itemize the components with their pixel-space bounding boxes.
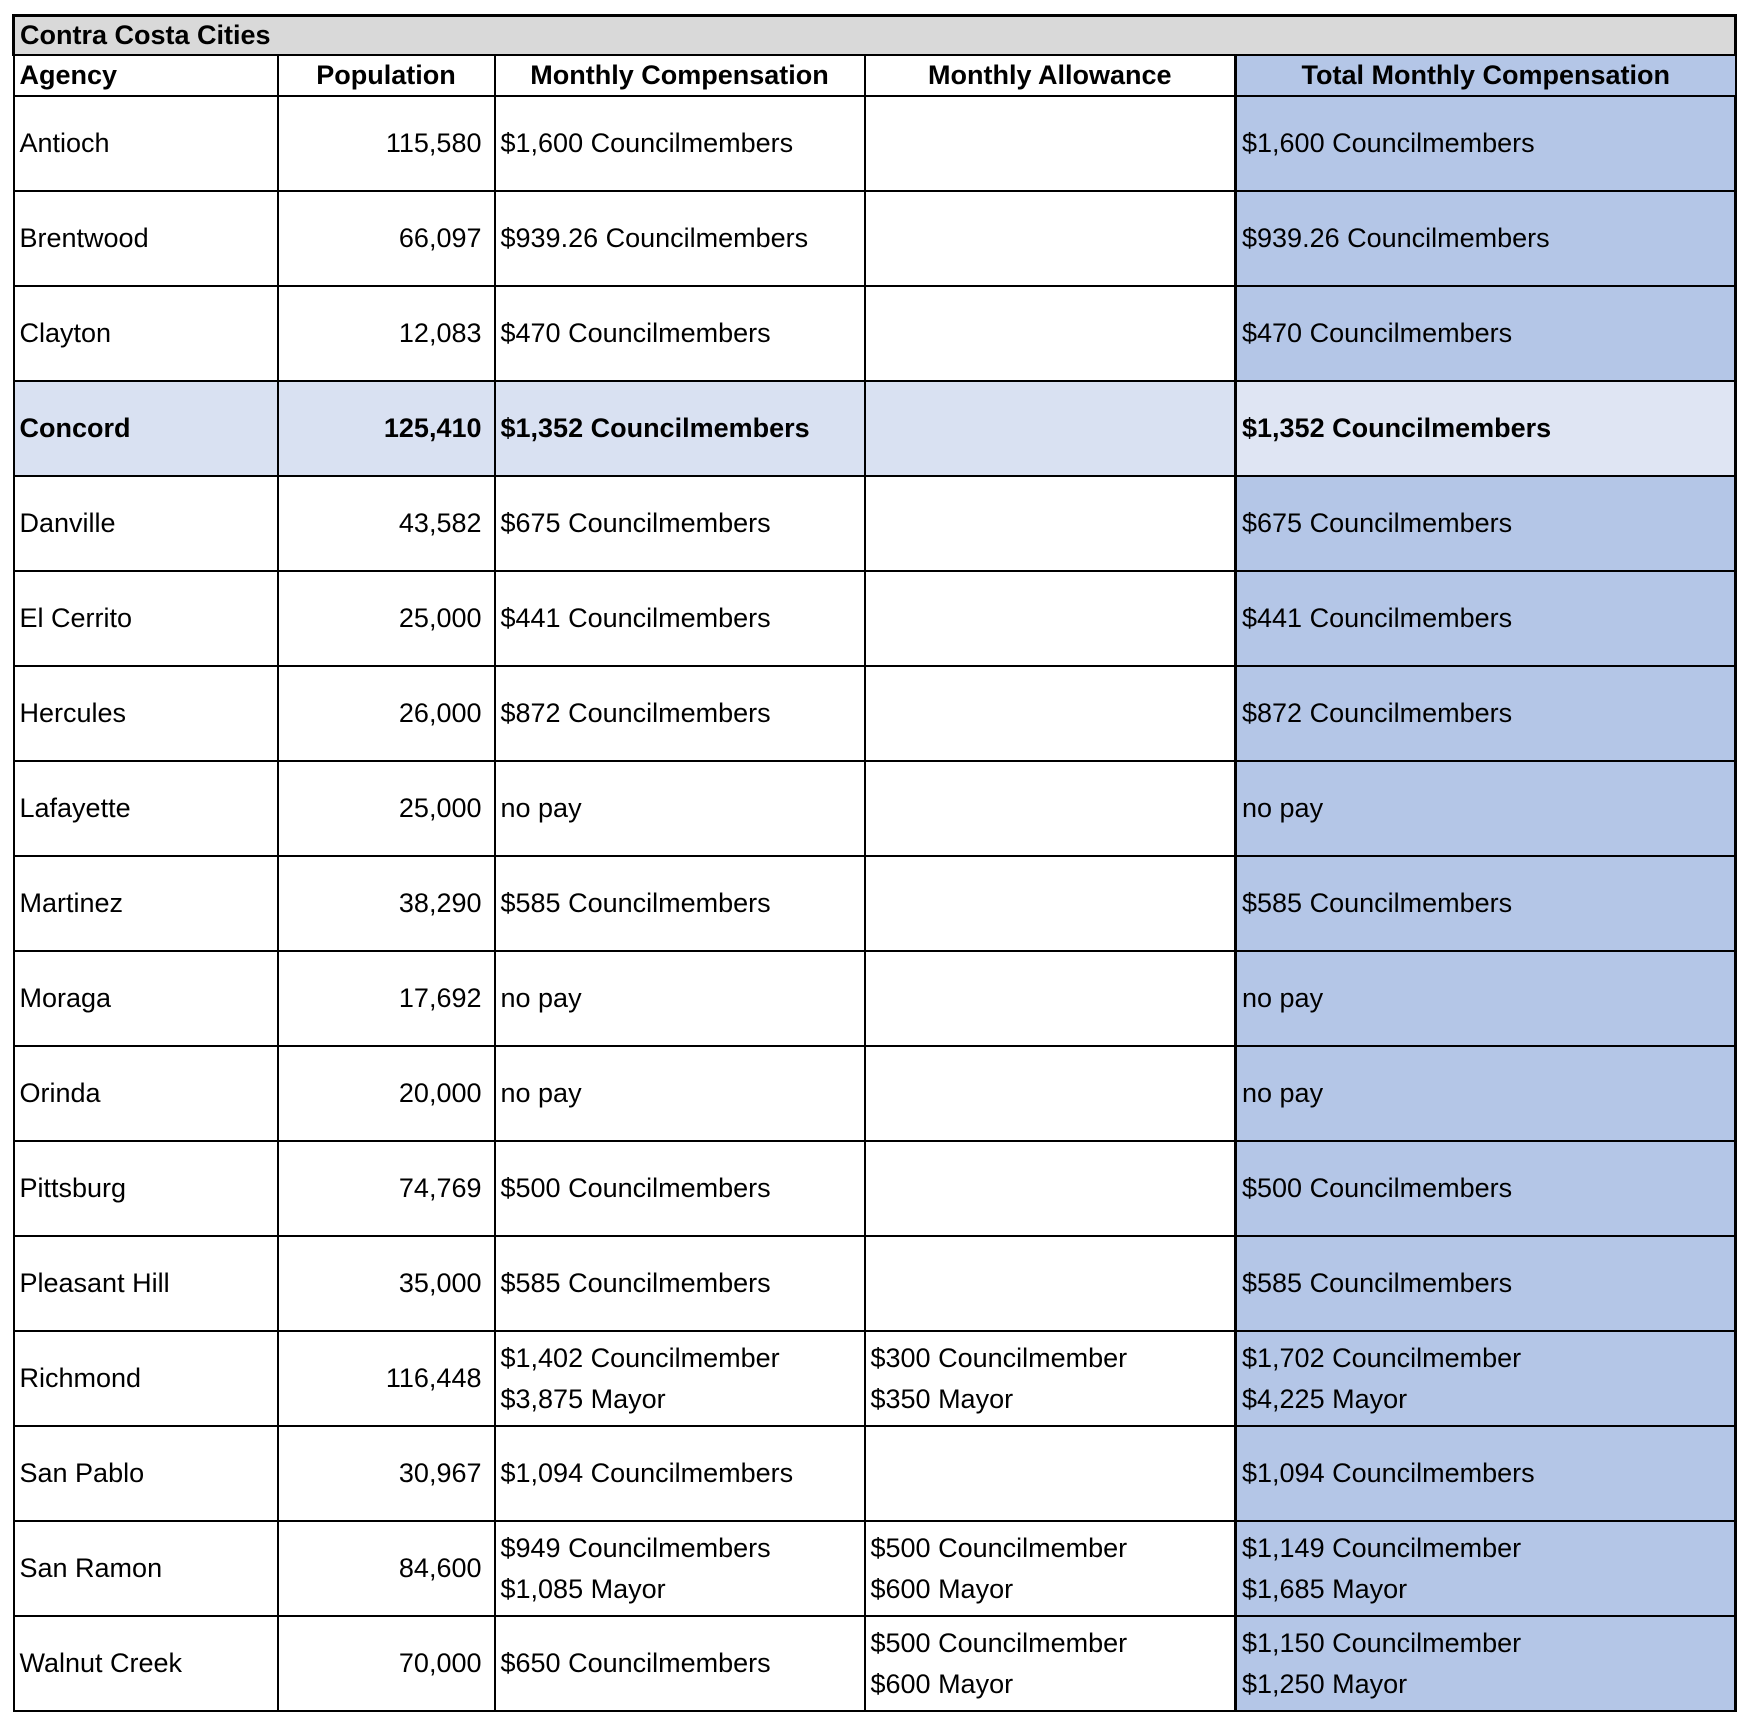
monthly-compensation-cell-line: $1,600 Councilmembers [500, 128, 794, 158]
total-monthly-compensation-cell-line: $1,150 Councilmember [1242, 1627, 1522, 1658]
table-row [14, 856, 1736, 951]
monthly-allowance-cell [865, 476, 1236, 571]
table-row [14, 381, 1736, 476]
column-header-agency: Agency [14, 55, 278, 96]
population-cell: 115,580 [278, 96, 495, 191]
population-cell: 66,097 [278, 191, 495, 286]
monthly-allowance-cell [865, 761, 1236, 856]
monthly-compensation-cell [495, 951, 865, 1046]
agency-cell: Brentwood [14, 191, 278, 286]
table-row [14, 1046, 1736, 1141]
monthly-compensation-cell-line: $939.26 Councilmembers [500, 223, 809, 253]
agency-cell: Martinez [14, 856, 278, 951]
agency-cell: Clayton [14, 286, 278, 381]
monthly-allowance-cell [865, 1141, 1236, 1236]
total-monthly-compensation-cell-line: $1,149 Councilmember [1242, 1532, 1522, 1563]
total-monthly-compensation-cell [1236, 286, 1736, 381]
population-cell: 12,083 [278, 286, 495, 381]
monthly-allowance-cell-line: $600 Mayor [870, 1668, 1014, 1699]
compensation-table [12, 14, 1737, 1712]
table-row [14, 571, 1736, 666]
monthly-compensation-cell [495, 571, 865, 666]
total-monthly-compensation-cell-line: $441 Councilmembers [1242, 603, 1513, 633]
total-monthly-compensation-cell-line: $1,600 Councilmembers [1242, 128, 1535, 158]
population-cell: 70,000 [278, 1616, 495, 1711]
total-monthly-compensation-cell-line: $939.26 Councilmembers [1242, 223, 1550, 253]
population-cell: 125,410 [278, 381, 495, 476]
monthly-compensation-cell [495, 1521, 865, 1616]
population-cell: 25,000 [278, 761, 495, 856]
monthly-allowance-cell-line: $350 Mayor [870, 1383, 1014, 1414]
monthly-allowance-cell [865, 286, 1236, 381]
monthly-allowance-cell [865, 1426, 1236, 1521]
monthly-allowance-cell-line: $500 Councilmember [870, 1532, 1128, 1563]
title-row [14, 16, 1736, 56]
monthly-compensation-cell-line: $585 Councilmembers [500, 888, 771, 918]
monthly-compensation-cell [495, 1046, 865, 1141]
table-row [14, 1141, 1736, 1236]
monthly-allowance-cell [865, 1616, 1236, 1711]
agency-cell: Concord [14, 381, 278, 476]
monthly-compensation-cell [495, 1426, 865, 1521]
monthly-compensation-cell-line: $470 Councilmembers [500, 318, 771, 348]
total-monthly-compensation-cell [1236, 1141, 1736, 1236]
monthly-compensation-cell-line: $1,085 Mayor [500, 1573, 666, 1604]
total-monthly-compensation-cell [1236, 191, 1736, 286]
monthly-compensation-cell [495, 381, 865, 476]
total-monthly-compensation-cell [1236, 571, 1736, 666]
total-monthly-compensation-cell-line: $585 Councilmembers [1242, 1268, 1513, 1298]
population-cell: 26,000 [278, 666, 495, 761]
agency-cell: Orinda [14, 1046, 278, 1141]
monthly-allowance-cell [865, 381, 1236, 476]
table-row [14, 1426, 1736, 1521]
population-cell: 84,600 [278, 1521, 495, 1616]
total-monthly-compensation-cell [1236, 856, 1736, 951]
monthly-compensation-cell [495, 856, 865, 951]
table-row [14, 1616, 1736, 1711]
monthly-allowance-cell [865, 951, 1236, 1046]
column-header-total-monthly-compensation: Total Monthly Compensation [1236, 55, 1736, 96]
total-monthly-compensation-cell-line: no pay [1242, 1078, 1324, 1108]
total-monthly-compensation-cell [1236, 666, 1736, 761]
monthly-compensation-cell [495, 191, 865, 286]
monthly-compensation-cell [495, 1236, 865, 1331]
monthly-allowance-cell [865, 1046, 1236, 1141]
monthly-compensation-cell-line: $441 Councilmembers [500, 603, 771, 633]
agency-cell: Hercules [14, 666, 278, 761]
monthly-compensation-cell [495, 666, 865, 761]
agency-cell: El Cerrito [14, 571, 278, 666]
monthly-compensation-cell [495, 476, 865, 571]
monthly-compensation-cell-line: no pay [500, 793, 582, 823]
total-monthly-compensation-cell-line: $1,685 Mayor [1242, 1573, 1408, 1604]
total-monthly-compensation-cell-line: $1,702 Councilmember [1242, 1342, 1522, 1373]
total-monthly-compensation-cell-line: $1,094 Councilmembers [1242, 1458, 1535, 1488]
table-row [14, 476, 1736, 571]
total-monthly-compensation-cell-line: $500 Councilmembers [1242, 1173, 1513, 1203]
monthly-allowance-cell [865, 191, 1236, 286]
monthly-allowance-cell-line: $300 Councilmember [870, 1342, 1128, 1373]
population-cell: 74,769 [278, 1141, 495, 1236]
monthly-compensation-cell [495, 96, 865, 191]
total-monthly-compensation-cell [1236, 1331, 1736, 1426]
population-cell: 20,000 [278, 1046, 495, 1141]
monthly-compensation-cell [495, 1331, 865, 1426]
agency-cell: Antioch [14, 96, 278, 191]
monthly-compensation-cell-line: $872 Councilmembers [500, 698, 771, 728]
population-cell: 43,582 [278, 476, 495, 571]
monthly-compensation-cell-line: $949 Councilmembers [500, 1532, 771, 1563]
agency-cell: Richmond [14, 1331, 278, 1426]
agency-cell: Pleasant Hill [14, 1236, 278, 1331]
table-title: Contra Costa Cities [14, 16, 1736, 56]
column-header-monthly-allowance: Monthly Allowance [865, 55, 1236, 96]
monthly-compensation-cell-line: $1,402 Councilmember [500, 1342, 780, 1373]
table-row [14, 191, 1736, 286]
table-row [14, 1331, 1736, 1426]
monthly-allowance-cell-line: $600 Mayor [870, 1573, 1014, 1604]
population-cell: 35,000 [278, 1236, 495, 1331]
population-cell: 116,448 [278, 1331, 495, 1426]
total-monthly-compensation-cell-line: no pay [1242, 983, 1324, 1013]
monthly-allowance-cell [865, 1521, 1236, 1616]
monthly-allowance-cell [865, 571, 1236, 666]
total-monthly-compensation-cell [1236, 476, 1736, 571]
monthly-compensation-cell-line: $1,094 Councilmembers [500, 1458, 794, 1488]
column-header-population: Population [278, 55, 495, 96]
table-row [14, 96, 1736, 191]
agency-cell: San Pablo [14, 1426, 278, 1521]
agency-cell: Danville [14, 476, 278, 571]
monthly-compensation-cell-line: $3,875 Mayor [500, 1383, 666, 1414]
monthly-allowance-cell [865, 96, 1236, 191]
table-row [14, 951, 1736, 1046]
monthly-compensation-cell [495, 1616, 865, 1711]
total-monthly-compensation-cell [1236, 1426, 1736, 1521]
total-monthly-compensation-cell [1236, 381, 1736, 476]
total-monthly-compensation-cell-line: $4,225 Mayor [1242, 1383, 1408, 1414]
agency-cell: Moraga [14, 951, 278, 1046]
monthly-compensation-cell-line: no pay [500, 983, 582, 1013]
monthly-allowance-cell [865, 666, 1236, 761]
total-monthly-compensation-cell [1236, 1616, 1736, 1711]
agency-cell: Lafayette [14, 761, 278, 856]
total-monthly-compensation-cell-line: $675 Councilmembers [1242, 508, 1513, 538]
monthly-allowance-cell [865, 1331, 1236, 1426]
total-monthly-compensation-cell-line: $470 Councilmembers [1242, 318, 1513, 348]
monthly-compensation-cell-line: $585 Councilmembers [500, 1268, 771, 1298]
total-monthly-compensation-cell-line: $872 Councilmembers [1242, 698, 1513, 728]
agency-cell: Pittsburg [14, 1141, 278, 1236]
agency-cell: Walnut Creek [14, 1616, 278, 1711]
monthly-compensation-cell-line: $1,352 Councilmembers [500, 413, 810, 443]
total-monthly-compensation-cell [1236, 1521, 1736, 1616]
total-monthly-compensation-cell [1236, 1236, 1736, 1331]
monthly-compensation-cell [495, 1141, 865, 1236]
monthly-allowance-cell [865, 856, 1236, 951]
table-row [14, 1236, 1736, 1331]
total-monthly-compensation-cell [1236, 96, 1736, 191]
monthly-allowance-cell [865, 1236, 1236, 1331]
table-row [14, 286, 1736, 381]
monthly-compensation-cell-line: $500 Councilmembers [500, 1173, 771, 1203]
population-cell: 17,692 [278, 951, 495, 1046]
total-monthly-compensation-cell-line: $1,352 Councilmembers [1242, 413, 1552, 443]
table-row [14, 761, 1736, 856]
column-header-monthly-compensation: Monthly Compensation [495, 55, 865, 96]
monthly-compensation-cell-line: $675 Councilmembers [500, 508, 771, 538]
population-cell: 30,967 [278, 1426, 495, 1521]
total-monthly-compensation-cell-line: $585 Councilmembers [1242, 888, 1513, 918]
monthly-compensation-cell [495, 286, 865, 381]
monthly-compensation-cell [495, 761, 865, 856]
total-monthly-compensation-cell-line: $1,250 Mayor [1242, 1668, 1408, 1699]
monthly-compensation-cell-line: no pay [500, 1078, 582, 1108]
table-row [14, 666, 1736, 761]
total-monthly-compensation-cell [1236, 951, 1736, 1046]
header-row [14, 55, 1736, 96]
monthly-allowance-cell-line: $500 Councilmember [870, 1627, 1128, 1658]
table-row [14, 1521, 1736, 1616]
population-cell: 25,000 [278, 571, 495, 666]
monthly-compensation-cell-line: $650 Councilmembers [500, 1648, 771, 1678]
total-monthly-compensation-cell [1236, 761, 1736, 856]
total-monthly-compensation-cell [1236, 1046, 1736, 1141]
population-cell: 38,290 [278, 856, 495, 951]
total-monthly-compensation-cell-line: no pay [1242, 793, 1324, 823]
agency-cell: San Ramon [14, 1521, 278, 1616]
